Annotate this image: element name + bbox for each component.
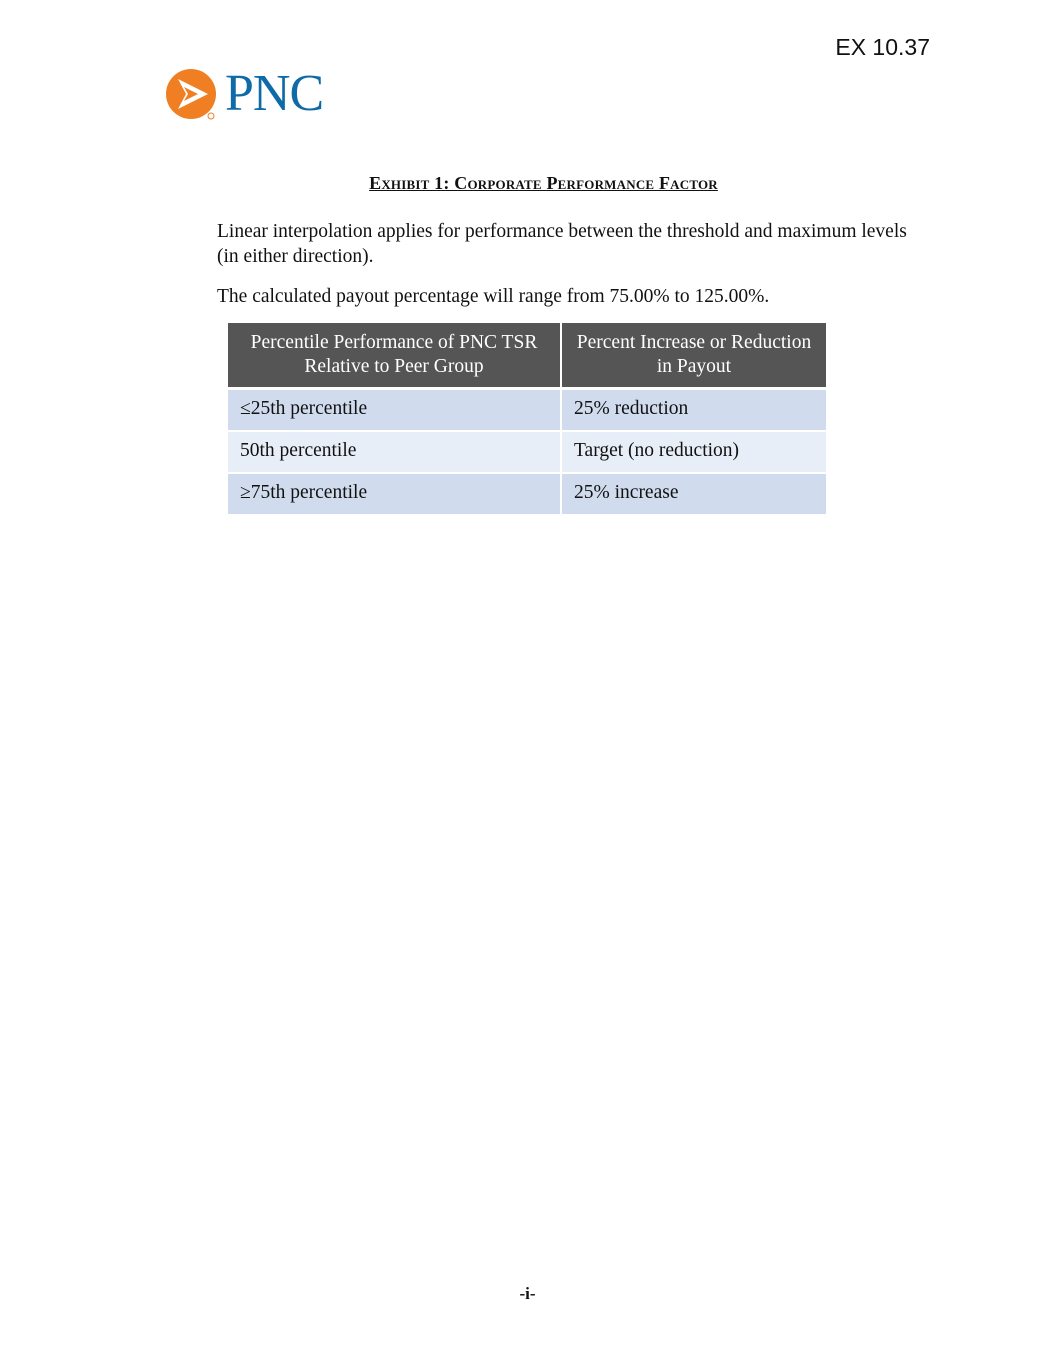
exhibit-number: EX 10.37 bbox=[835, 34, 930, 60]
table-cell-payout: 25% reduction bbox=[561, 389, 826, 432]
page-number: -i- bbox=[519, 1284, 536, 1303]
logo-wordmark: PNC bbox=[225, 65, 324, 122]
table-header-row bbox=[228, 323, 826, 389]
exhibit-heading: Exhibit 1: Corporate Performance Factor bbox=[369, 173, 718, 193]
payout-range-paragraph: The calculated payout percentage will range from 75.00% to 125.00%. bbox=[217, 286, 770, 307]
pnc-logo-icon bbox=[165, 67, 219, 121]
table-cell-payout: 25% increase bbox=[561, 473, 826, 515]
pnc-logo bbox=[165, 66, 323, 122]
table-cell-percentile: ≥75th percentile bbox=[228, 473, 561, 515]
table-cell-percentile: ≤25th percentile bbox=[228, 389, 561, 432]
interpolation-paragraph: Linear interpolation applies for performance between the threshold and maximum levels (in either direction). bbox=[217, 221, 907, 267]
table-row bbox=[228, 431, 826, 473]
table-cell-payout: Target (no reduction) bbox=[561, 431, 826, 473]
column-header-payout: Percent Increase or Reduction in Payout bbox=[561, 323, 826, 389]
column-header-percentile: Percentile Performance of PNC TSR Relative to Peer Group bbox=[228, 323, 561, 389]
table-row bbox=[228, 389, 826, 432]
table-row bbox=[228, 473, 826, 515]
table-cell-percentile: 50th percentile bbox=[228, 431, 561, 473]
performance-table bbox=[228, 323, 826, 516]
